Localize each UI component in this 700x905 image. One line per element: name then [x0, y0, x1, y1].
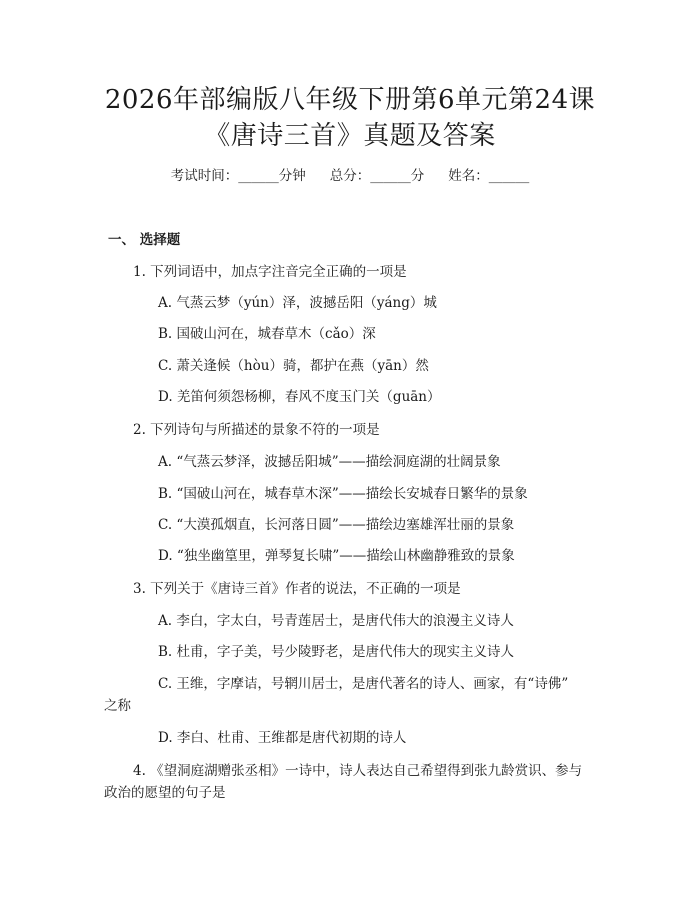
question-4-stem-continuation: 政治的愿望的句子是: [104, 785, 226, 801]
exam-time: 考试时间：______分钟: [170, 168, 306, 184]
exam-info: [0, 166, 700, 186]
question-2-stem: 2. 下列诗句与所描述的景象不符的一项是: [133, 422, 380, 438]
question-4-stem: 4. 《望洞庭湖赠张丞相》一诗中，诗人表达自己希望得到张九龄赏识、参与: [133, 763, 583, 779]
question-2-option-c: C. “大漠孤烟直，长河落日圆”——描绘边塞雄浑壮丽的景象: [158, 517, 515, 533]
title-line-2: 《唐诗三首》真题及答案: [204, 121, 496, 151]
question-2-option-a: A. “气蒸云梦泽，波撼岳阳城”——描绘洞庭湖的壮阔景象: [158, 454, 501, 470]
question-1-option-a: A. 气蒸云梦（yún）泽，波撼岳阳（yáng）城: [158, 295, 437, 311]
question-3-option-a: A. 李白，字太白，号青莲居士，是唐代伟大的浪漫主义诗人: [158, 613, 514, 629]
question-2-option-d: D. “独坐幽篁里，弹琴复长啸”——描绘山林幽静雅致的景象: [158, 548, 515, 564]
question-3-option-c-continuation: 之称: [104, 698, 131, 714]
question-1-option-b: B. 国破山河在，城春草木（cǎo）深: [158, 326, 376, 342]
question-3-stem: 3. 下列关于《唐诗三首》作者的说法，不正确的一项是: [133, 581, 461, 597]
question-1-stem: 1. 下列词语中，加点字注音完全正确的一项是: [133, 264, 407, 280]
question-1-option-d: D. 羌笛何须怨杨柳，春风不度玉门关（guān）: [158, 389, 441, 405]
title-line-1: 2026年部编版八年级下册第6单元第24课: [104, 85, 596, 115]
question-3-option-b: B. 杜甫，字子美，号少陵野老，是唐代伟大的现实主义诗人: [158, 644, 515, 660]
exam-total-score: 总分：______分: [329, 168, 425, 184]
question-3-option-c: C. 王维，字摩诘，号辋川居士，是唐代著名的诗人、画家，有“诗佛”: [158, 676, 569, 692]
question-1-option-c: C. 萧关逢候（hòu）骑，都护在燕（yān）然: [158, 358, 429, 374]
section-heading: 一、 选择题: [108, 232, 181, 248]
exam-name: 姓名：______: [448, 168, 530, 184]
question-2-option-b: B. “国破山河在，城春草木深”——描绘长安城春日繁华的景象: [158, 486, 528, 502]
question-3-option-d: D. 李白、杜甫、王维都是唐代初期的诗人: [158, 730, 407, 746]
